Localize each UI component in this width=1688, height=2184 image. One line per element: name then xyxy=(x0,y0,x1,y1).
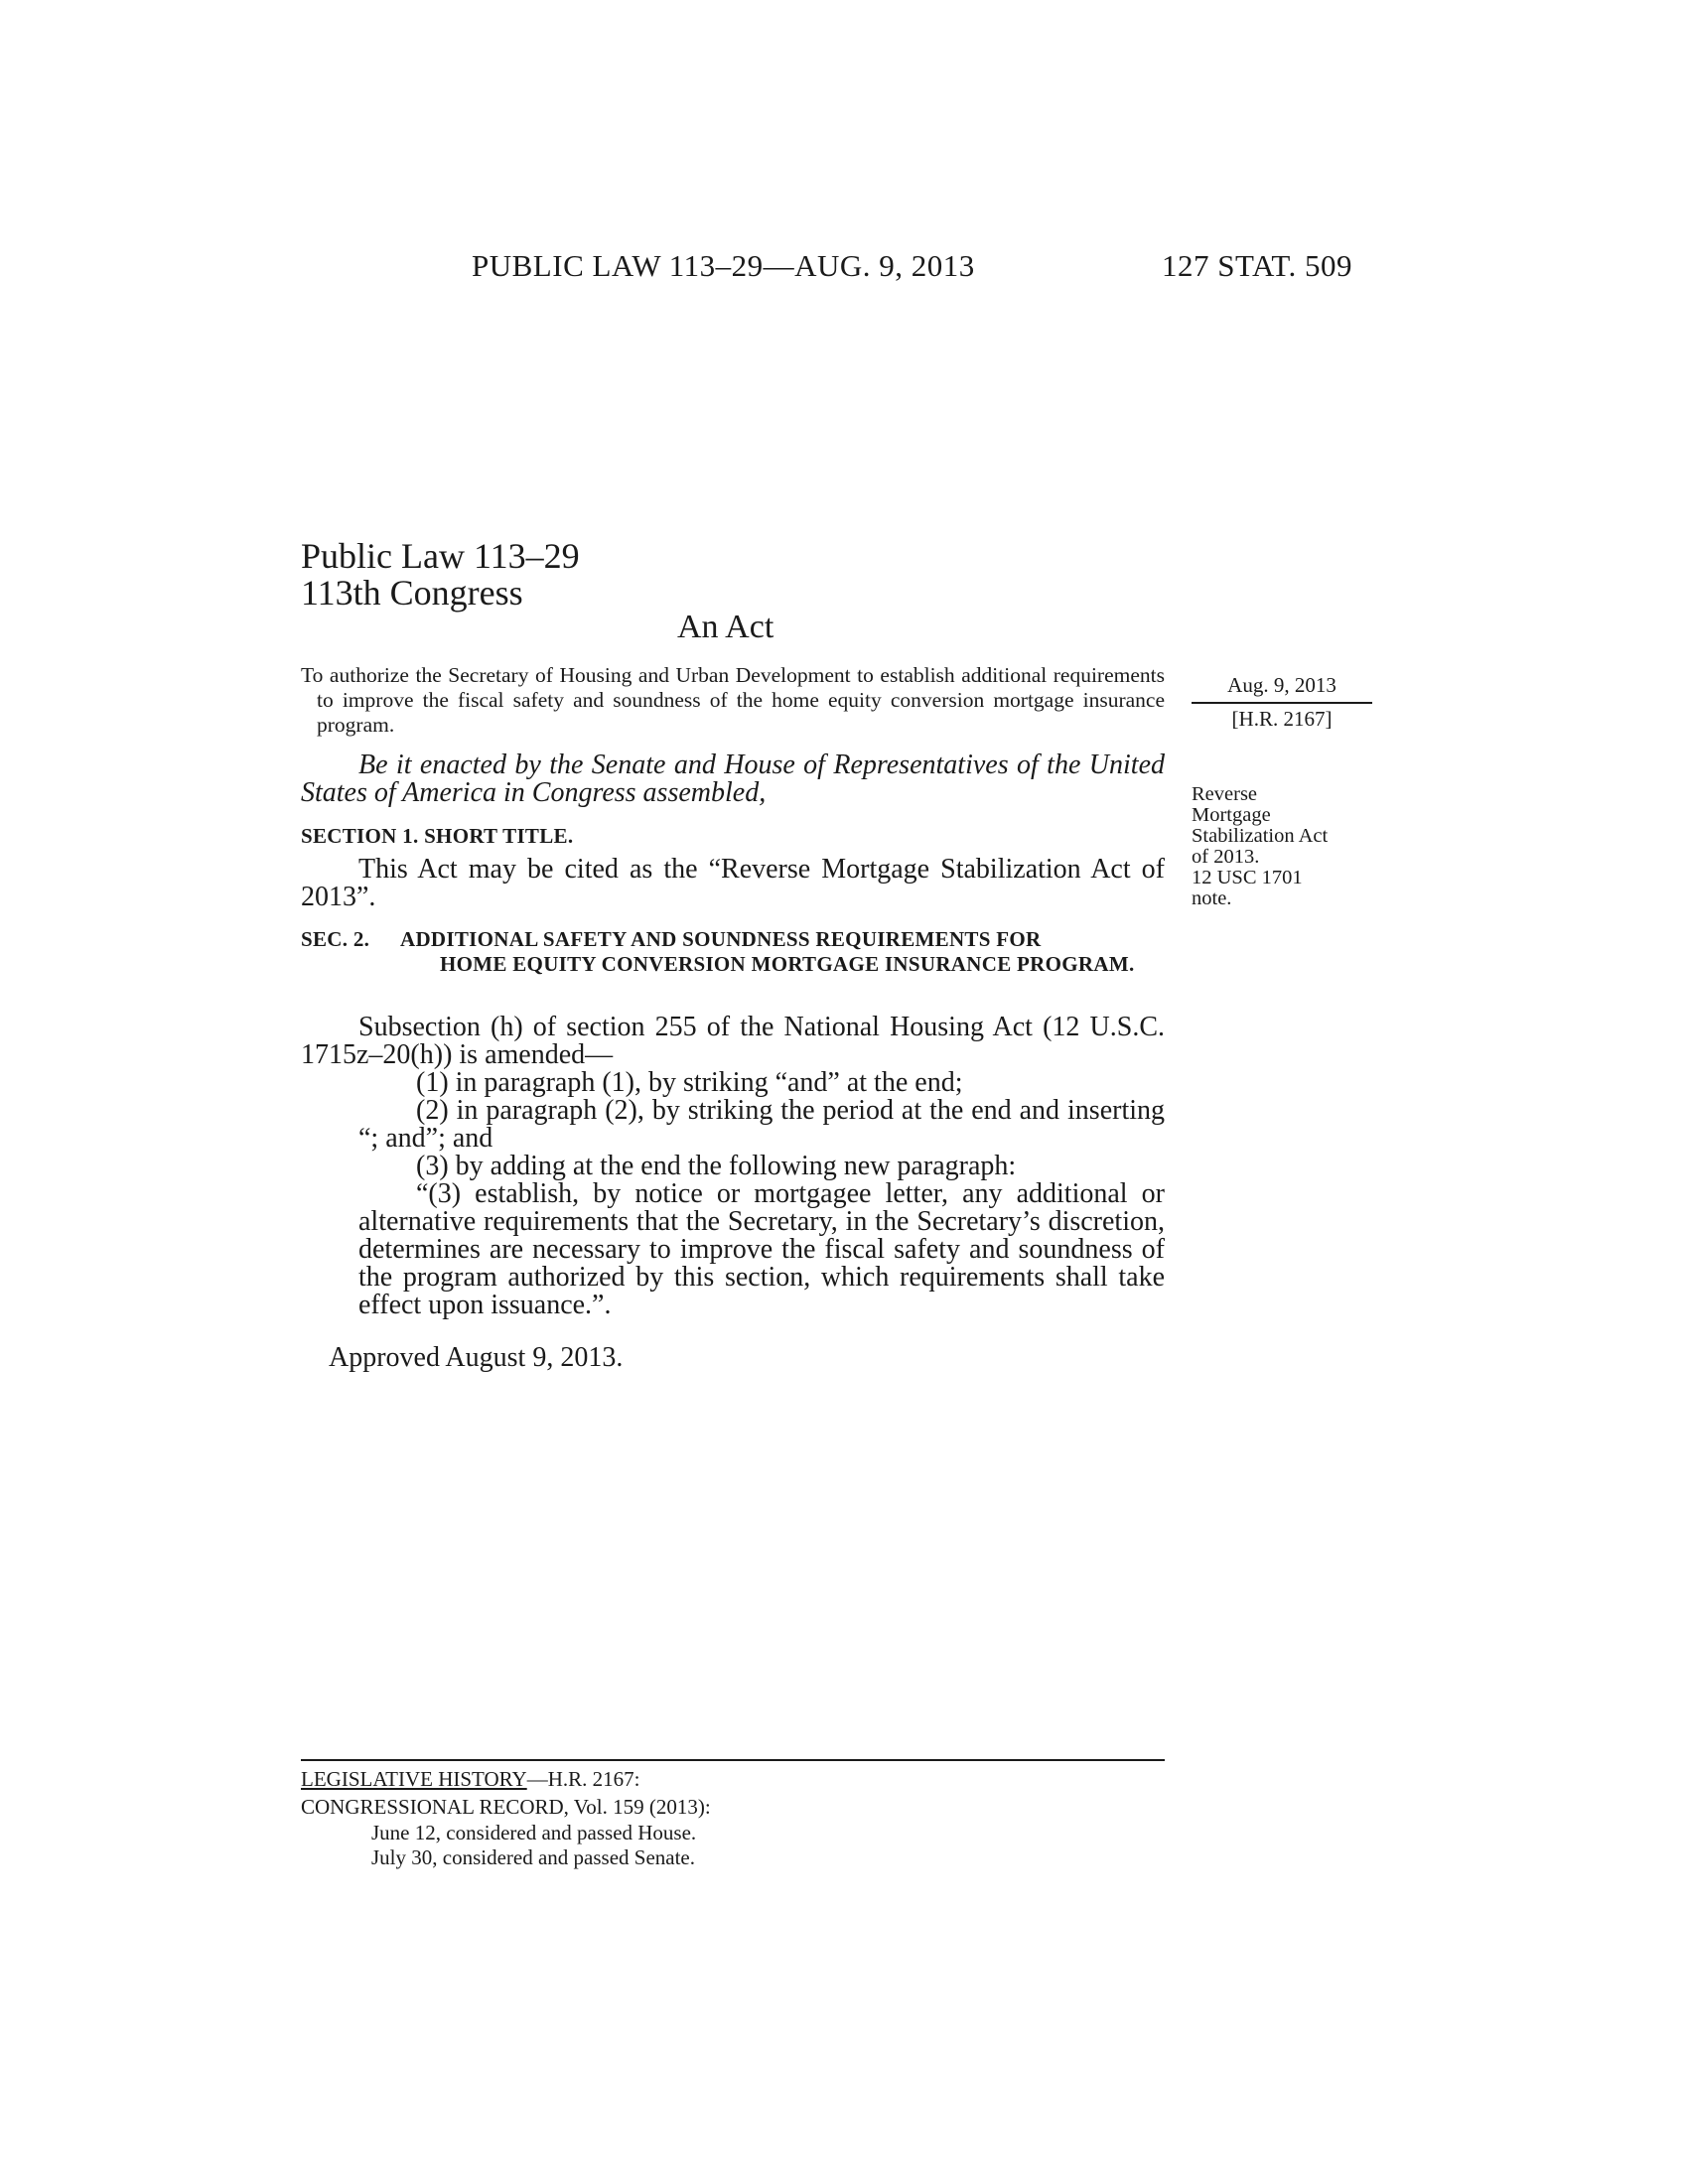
margin-note-line: note. xyxy=(1192,887,1232,909)
section-2-number: SEC. 2. xyxy=(301,927,370,951)
margin-short-title-note xyxy=(1192,784,1375,909)
margin-note-line: of 2013. xyxy=(1192,846,1260,868)
legislative-history-heading xyxy=(301,1767,639,1792)
enacting-clause: Be it enacted by the Senate and House of Representatives of the United States of America in Congress assembled, xyxy=(301,750,1165,808)
section-2-intro: Subsection (h) of section 255 of the National Housing Act (12 U.S.C. 1715z–20(h)) is amended— xyxy=(301,1012,1165,1070)
congressional-record: CONGRESSIONAL RECORD, Vol. 159 (2013): xyxy=(301,1795,711,1819)
amendment-item-3: (3) by adding at the end the following new paragraph: xyxy=(416,1151,1017,1181)
act-purpose: To authorize the Secretary of Housing and Urban Development to establish additional requirements to improve the fiscal safety and soundness of the home equity conversion mortgage insurance program. xyxy=(301,663,1165,737)
section-2-body xyxy=(301,1014,1165,1319)
congress-number: 113th Congress xyxy=(301,573,523,613)
margin-date: Aug. 9, 2013 xyxy=(1227,673,1336,697)
margin-note-line: Mortgage xyxy=(1192,804,1271,826)
margin-note-line: 12 USC 1701 xyxy=(1192,867,1303,888)
section-2-heading-line-1: ADDITIONAL SAFETY AND SOUNDNESS REQUIREMENTS FOR xyxy=(400,927,1042,951)
legislative-history-bill: —H.R. 2167: xyxy=(526,1767,640,1791)
running-head: PUBLIC LAW 113–29—AUG. 9, 2013 xyxy=(472,248,975,283)
section-2-heading-line-2: HOME EQUITY CONVERSION MORTGAGE INSURANCE PROGRAM. xyxy=(440,952,1135,976)
amendment-item-1: (1) in paragraph (1), by striking “and” at the end; xyxy=(416,1067,963,1098)
stat-citation: 127 STAT. 509 xyxy=(1162,248,1353,283)
footer-divider xyxy=(301,1759,1165,1761)
section-2-heading xyxy=(301,927,1165,977)
approval-date: Approved August 9, 2013. xyxy=(329,1342,624,1373)
history-entry: June 12, considered and passed House. xyxy=(371,1821,697,1844)
margin-bill-number: [H.R. 2167] xyxy=(1231,707,1333,731)
margin-note-line: Stabilization Act xyxy=(1192,825,1329,847)
legislative-history-label: LEGISLATIVE HISTORY xyxy=(301,1767,527,1791)
history-entry: July 30, considered and passed Senate. xyxy=(371,1845,696,1869)
an-act-heading: An Act xyxy=(677,609,774,645)
section-1-text: This Act may be cited as the “Reverse Mortgage Stabilization Act of 2013”. xyxy=(301,854,1165,912)
amendment-item-2: (2) in paragraph (2), by striking the period at the end and inserting “; and”; and xyxy=(358,1095,1165,1154)
margin-divider xyxy=(1192,702,1372,704)
margin-note-line: Reverse xyxy=(1192,783,1258,805)
public-law-number: Public Law 113–29 xyxy=(301,536,580,576)
quoted-new-paragraph: “(3) establish, by notice or mortgagee letter, any additional or alternative requirements that the Secretary, in the Secretary’s discretion, determines are necessary to improve the fiscal safety and soundness of the program authorized by this section, which requirements shall take effect upon issuance.”. xyxy=(358,1178,1165,1320)
section-1-heading: SECTION 1. SHORT TITLE. xyxy=(301,824,574,848)
